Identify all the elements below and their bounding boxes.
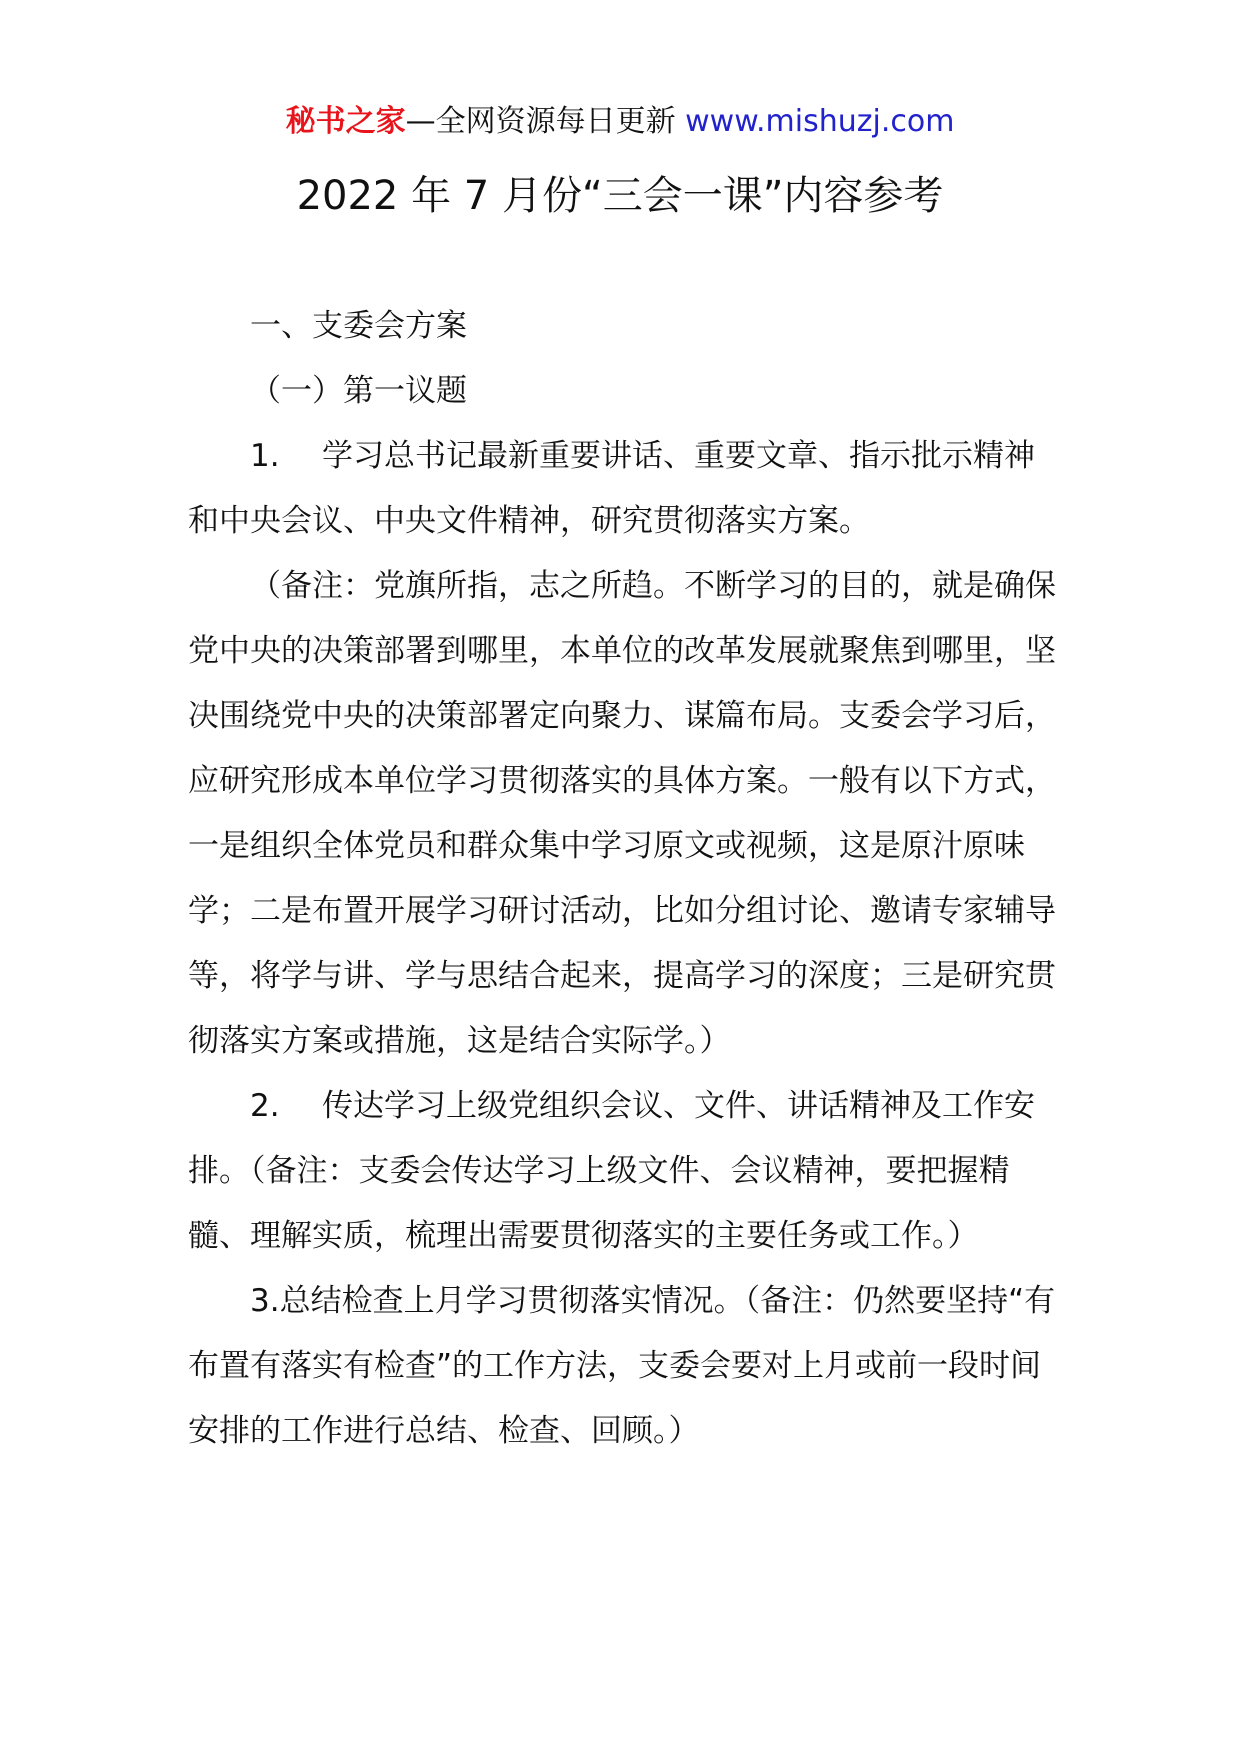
document-body [188,294,1056,1464]
list-item-3: 3.总结检查上月学习贯彻落实情况。（备注：仍然要坚持“有布置有落实有检查”的工作方法，支委会要对上月或前一段时间安排的工作进行总结、检查、回顾。） [188,1283,1056,1449]
header-tagline: —全网资源每日更新 [405,104,676,139]
note-paragraph: （备注：党旗所指，志之所趋。不断学习的目的，就是确保党中央的决策部署到哪里，本单位的改革发展就聚焦到哪里，坚决围绕党中央的决策部署定向聚力、谋篇布局。支委会学习后，应研究形成本单位学习贯彻落实的具体方案。一般有以下方式，一是组织全体党员和群众集中学习原文或视频，这是原汁原味学；二是布置开展学习研讨活动，比如分组讨论、邀请专家辅导等，将学与讲、学与思结合起来，提高学习的深度；三是研究贯彻落实方案或措施，这是结合实际学。） [188,568,1056,1059]
topic-heading: （一）第一议题 [250,373,467,409]
item-1-text: 学习总书记最新重要讲话、重要文章、指示批示精神和中央会议、中央文件精神，研究贯彻落实方案。 [188,438,1035,539]
item-1-number: 1. [250,438,280,474]
item-2-number: 2. [250,1088,280,1124]
document-title: 2022 年 7 月份“三会一课”内容参考 [296,173,944,219]
brand-name: 秘书之家 [285,104,406,139]
list-item-1 [188,424,1056,554]
section-heading: 一、支委会方案 [250,308,467,344]
site-url-link[interactable]: www.mishuzj.com [685,104,955,139]
item-2-text: 传达学习上级党组织会议、文件、讲话精神及工作安排。（备注：支委会传达学习上级文件、会议精神，要把握精髓、理解实质，梳理出需要贯彻落实的主要任务或工作。） [188,1088,1035,1254]
list-item-2 [188,1074,1056,1269]
site-header [0,100,1240,144]
